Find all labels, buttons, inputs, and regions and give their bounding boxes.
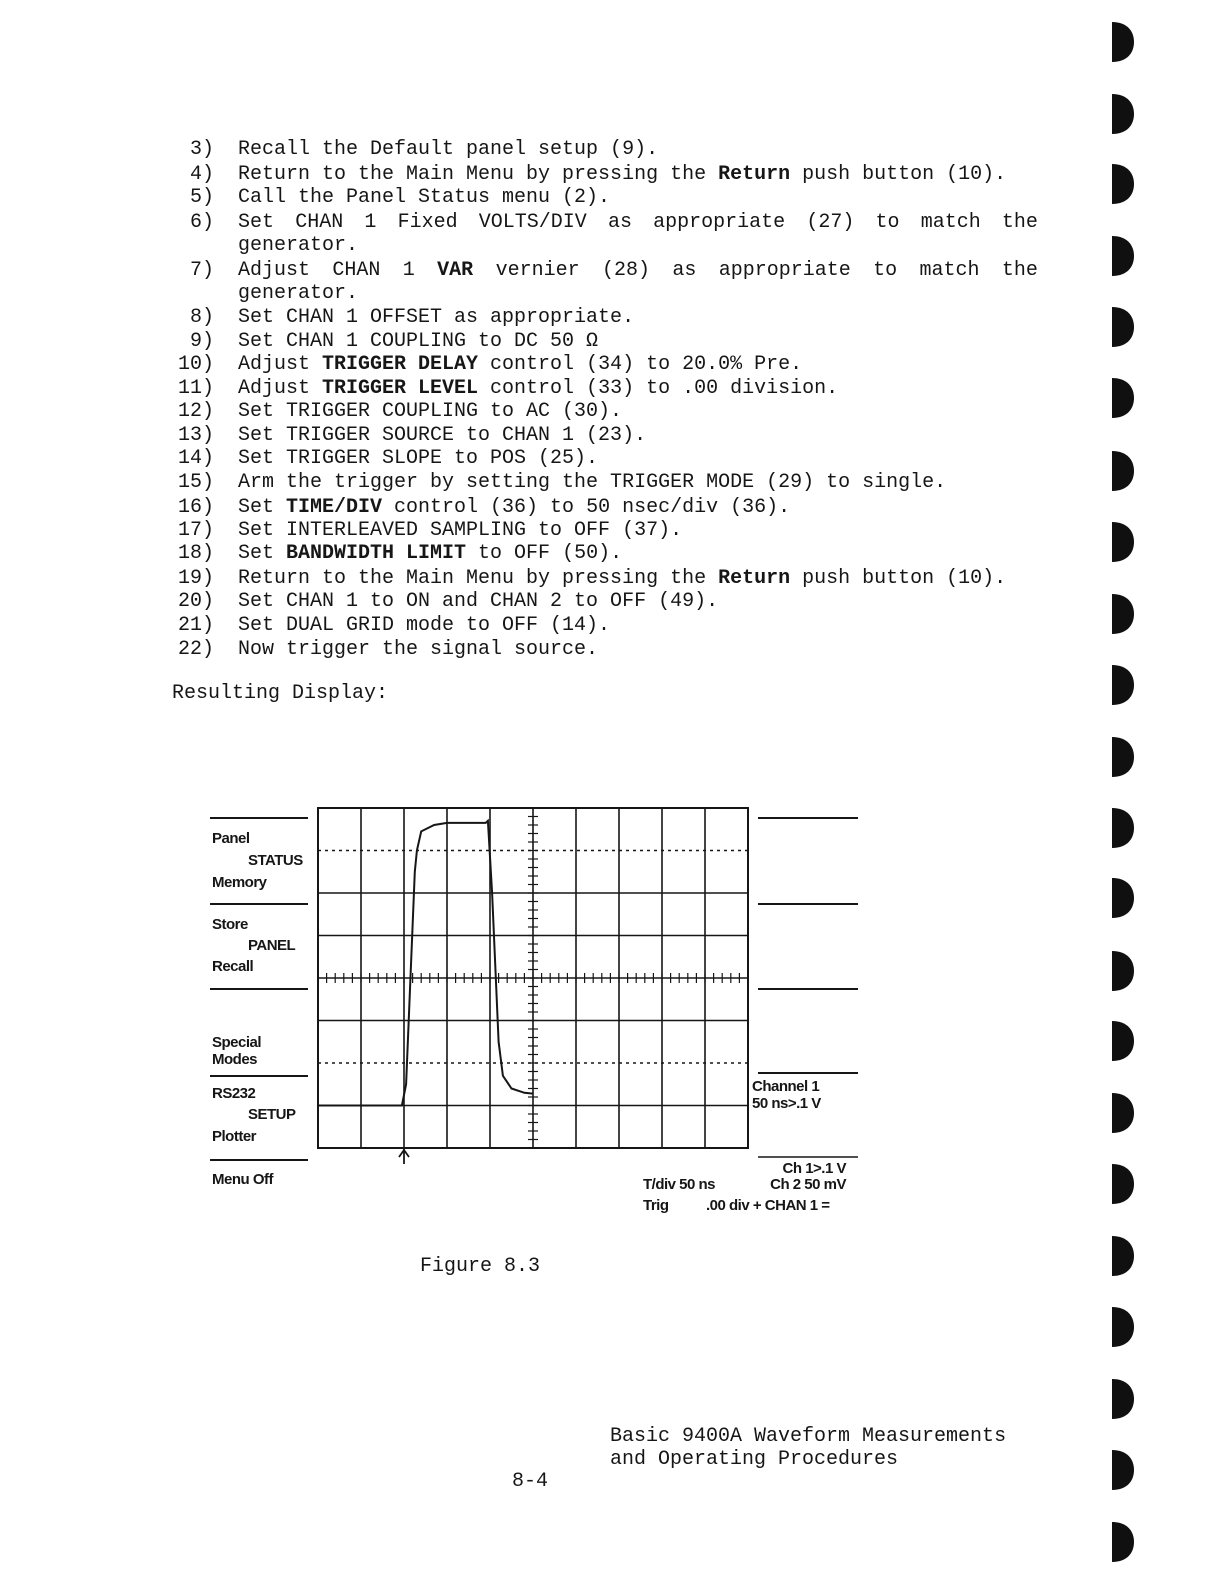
step-number: 11) (177, 377, 214, 400)
binder-hole-icon (1098, 949, 1142, 993)
step-bold-text: BANDWIDTH LIMIT (286, 542, 467, 565)
step-number: 8) (189, 306, 214, 329)
step-word: Fixed (397, 211, 458, 234)
menu-rs232-label: RS232 (212, 1085, 256, 1102)
step-text-part: Set CHAN 1 to ON and CHAN 2 to OFF (49). (238, 590, 719, 613)
step-text-part: Return to the Main Menu by pressing the (238, 163, 719, 186)
step-text-part: Set INTERLEAVED SAMPLING to OFF (37). (238, 519, 683, 542)
step-word: as (607, 211, 632, 234)
binder-hole-icon (1098, 92, 1142, 136)
step-text-part: Set TRIGGER SLOPE to POS (25). (238, 447, 599, 470)
step-word: match (920, 211, 981, 234)
step-number: 21) (177, 614, 214, 637)
page-footer (610, 1425, 1006, 1471)
step-text-part: Set CHAN 1 COUPLING to DC 50 Ω (238, 330, 599, 353)
step-text-part: control (33) to .00 division. (478, 377, 839, 400)
step-number: 18) (177, 542, 214, 565)
step-word: VAR (437, 259, 474, 282)
status-ch2: Ch 2 50 mV (770, 1176, 846, 1193)
step-number: 16) (177, 496, 214, 519)
binder-hole-icon (1098, 876, 1142, 920)
binder-hole-icon (1098, 1234, 1142, 1278)
binder-hole-icon (1098, 520, 1142, 564)
step-number: 10) (177, 353, 214, 376)
binder-hole-icon (1098, 735, 1142, 779)
menu-status-label: STATUS (248, 852, 303, 869)
status-tdiv: T/div 50 ns (643, 1176, 716, 1193)
step-word: VOLTS/DIV (478, 211, 587, 234)
step-number: 20) (177, 590, 214, 613)
footer-line-2: and Operating Procedures (610, 1448, 899, 1471)
menu-setup-label: SETUP (248, 1106, 296, 1123)
menu-memory-label: Memory (212, 874, 267, 891)
step-bold-text: TIME/DIV (286, 496, 383, 519)
step-text-part: push button (10). (790, 567, 1007, 590)
binder-hole-icon (1098, 376, 1142, 420)
step-bold-text: TRIGGER LEVEL (322, 377, 479, 400)
resulting-display-heading: Resulting Display: (172, 682, 389, 705)
step-text-part: control (34) to 20.0% Pre. (478, 353, 803, 376)
status-trig-value: .00 div + CHAN 1 = (706, 1197, 830, 1214)
binder-hole-icon (1098, 806, 1142, 850)
step-continuation: generator. (238, 282, 359, 305)
menu-off-label: Menu Off (212, 1171, 273, 1188)
step-text-part: Set TRIGGER COUPLING to AC (30). (238, 400, 623, 423)
center-ticks (318, 808, 748, 1148)
binder-hole-icon (1098, 1019, 1142, 1063)
step-number: 3) (189, 138, 214, 161)
step-text-part: Set (238, 542, 287, 565)
step-word: the (1001, 211, 1038, 234)
step-word: vernier (495, 259, 580, 282)
step-word: match (919, 259, 980, 282)
menu-modes-label: Modes (212, 1051, 258, 1068)
binder-hole-icon (1098, 449, 1142, 493)
step-number: 15) (177, 471, 214, 494)
step-number: 14) (177, 447, 214, 470)
step-word: 1 (402, 259, 415, 282)
step-text-part: push button (10). (790, 163, 1007, 186)
binder-hole-icon (1098, 592, 1142, 636)
step-text-part: Adjust (238, 353, 323, 376)
menu-recall-label: Recall (212, 958, 254, 975)
step-word: the (1001, 259, 1038, 282)
binder-hole-icon (1098, 305, 1142, 349)
step-text-part: Set CHAN 1 OFFSET as appropriate. (238, 306, 635, 329)
step-number: 9) (189, 330, 214, 353)
step-word: Set (238, 211, 275, 234)
binder-hole-icon (1098, 1162, 1142, 1206)
step-word: 1 (364, 211, 377, 234)
step-word: CHAN (332, 259, 381, 282)
menu-store-label: Store (212, 916, 248, 933)
step-text-part: Return to the Main Menu by pressing the (238, 567, 719, 590)
step-number: 17) (177, 519, 214, 542)
step-number: 22) (177, 638, 214, 661)
step-text-part: Adjust (238, 377, 323, 400)
step-number: 5) (189, 186, 214, 209)
status-trig: Trig (643, 1197, 669, 1214)
step-text-part: Recall the Default panel setup (9). (238, 138, 659, 161)
step-number: 12) (177, 400, 214, 423)
step-word: Adjust (238, 259, 311, 282)
page-number: 8-4 (512, 1470, 549, 1493)
binder-hole-icon (1098, 162, 1142, 206)
step-continuation: generator. (238, 234, 359, 257)
channel-label: Channel 1 (752, 1078, 820, 1095)
trigger-marker (399, 1148, 409, 1164)
step-text-part: Now trigger the signal source. (238, 638, 599, 661)
step-text-part: Set (238, 496, 287, 519)
menu-special-label: Special (212, 1034, 262, 1051)
step-word: to (875, 211, 900, 234)
binder-hole-icon (1098, 1377, 1142, 1421)
step-text-part: to OFF (50). (466, 542, 623, 565)
step-word: appropriate (653, 211, 786, 234)
step-number: 13) (177, 424, 214, 447)
binder-hole-icon (1098, 1448, 1142, 1492)
status-ch1: Ch 1>.1 V (782, 1160, 846, 1177)
figure-caption: Figure 8.3 (420, 1255, 541, 1278)
step-number: 7) (189, 259, 214, 282)
footer-line-1: Basic 9400A Waveform Measurements (610, 1425, 1007, 1448)
step-word: (28) (601, 259, 650, 282)
step-text-part: Call the Panel Status menu (2). (238, 186, 611, 209)
step-number: 6) (189, 211, 214, 234)
step-word: CHAN (295, 211, 344, 234)
step-text-part: Arm the trigger by setting the TRIGGER MODE (29) to single. (238, 471, 947, 494)
menu-panel-label: Panel (212, 830, 250, 847)
binder-hole-icon (1098, 234, 1142, 278)
step-word: to (873, 259, 898, 282)
step-word: appropriate (718, 259, 851, 282)
step-text-part: control (36) to 50 nsec/div (36). (382, 496, 791, 519)
step-bold-text: Return (718, 567, 791, 590)
step-number: 4) (189, 163, 214, 186)
menu-panel2-label: PANEL (248, 937, 296, 954)
step-bold-text: TRIGGER DELAY (322, 353, 479, 376)
channel-scale-label: 50 ns>.1 V (752, 1095, 821, 1112)
binder-hole-icon (1098, 1091, 1142, 1135)
step-bold-text: Return (718, 163, 791, 186)
binder-hole-icon (1098, 20, 1142, 64)
binder-hole-icon (1098, 1305, 1142, 1349)
step-word: as (672, 259, 697, 282)
step-text-part: Set TRIGGER SOURCE to CHAN 1 (23). (238, 424, 647, 447)
binder-hole-icon (1098, 1520, 1142, 1564)
step-word: (27) (806, 211, 855, 234)
step-text-part: Set DUAL GRID mode to OFF (14). (238, 614, 611, 637)
menu-plotter-label: Plotter (212, 1128, 257, 1145)
binder-hole-icon (1098, 663, 1142, 707)
step-number: 19) (177, 567, 214, 590)
